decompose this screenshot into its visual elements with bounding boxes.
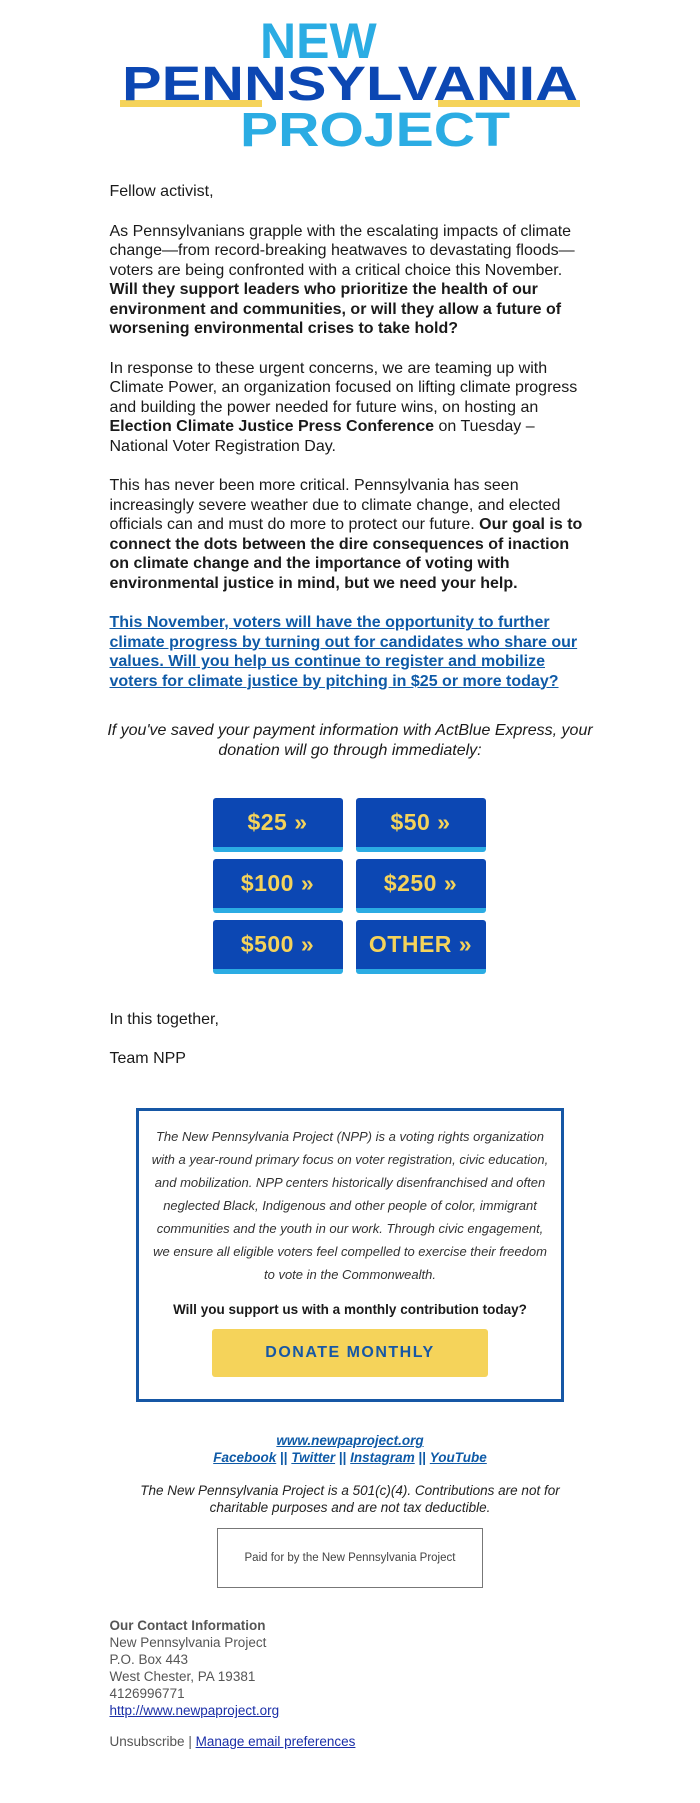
donate-500-button[interactable]: $500 » [213,920,343,974]
contact-info [110,1617,591,1750]
logo-line-project: PROJECT [240,104,510,154]
p1-bold: Will they support leaders who prioritize the health of our environment and communities, or will they allow a future of worsening environmental crises to take hold? [109,281,562,337]
website-link[interactable]: www.newpaproject.org [276,1433,424,1448]
donate-25-button[interactable]: $25 » [213,798,343,852]
donate-50-button[interactable]: $50 » [356,798,486,852]
donate-monthly-button[interactable]: DONATE MONTHLY [212,1329,488,1377]
separator: || [280,1450,288,1465]
instagram-link[interactable]: Instagram [350,1450,415,1465]
unsubscribe-text[interactable]: Unsubscribe [109,1734,185,1749]
manage-preferences-link[interactable]: Manage email preferences [195,1734,356,1749]
donate-100-button[interactable]: $100 » [213,859,343,913]
contact-title: Our Contact Information [109,1618,266,1633]
paragraph-1 [110,222,591,339]
legal-disclaimer: The New Pennsylvania Project is a 501(c)(4). Contributions are not for charitable purposes and are not tax deductible. [140,1483,560,1515]
email-body [110,182,591,691]
greeting: Fellow activist, [109,183,214,200]
donate-other-button[interactable]: OTHER » [356,920,486,974]
facebook-link[interactable]: Facebook [213,1450,277,1465]
actblue-express-note: If you've saved your payment information with ActBlue Express, your donation will go through immediately: [107,722,593,759]
p2-text: In response to these urgent concerns, we are teaming up with Climate Power, an organization focused on lifting climate progress and building the power needed for future wins, on hosting an [109,359,578,416]
contact-city: West Chester, PA 19381 [109,1669,256,1684]
p3-bold: Our goal is to connect the dots between the dire consequences of inaction on climate change and the importance of voting with environmental justice in mind, but we need your help. [109,516,583,592]
contact-po-box: P.O. Box 443 [109,1652,189,1667]
signoff [110,1010,591,1068]
youtube-link[interactable]: YouTube [429,1450,487,1465]
donate-250-button[interactable]: $250 » [356,859,486,913]
separator: || [338,1450,347,1465]
paragraph-3 [110,476,591,593]
contact-url-link[interactable]: http://www.newpaproject.org [109,1703,280,1718]
twitter-link[interactable]: Twitter [291,1450,336,1465]
email-page [0,14,700,1750]
signoff-line-1: In this together, [109,1011,219,1028]
separator: || [418,1450,427,1465]
unsubscribe-divider: | [188,1734,192,1749]
about-box [136,1108,564,1402]
logo-line-pennsylvania: PENNSYLVANIA [122,58,578,111]
appeal-link[interactable]: This November, voters will have the opportunity to further climate progress by turning out for candidates who share our values. Will you help us continue to register and mobilize voters for climate justice by pitching in $25 or more today? [109,614,578,690]
logo-line-new: NEW [260,14,377,69]
contact-phone: 4126996771 [109,1686,185,1701]
paragraph-2 [110,359,591,457]
signoff-line-2: Team NPP [109,1049,186,1067]
footer-links [0,1432,700,1466]
p2-end: on Tuesday – National Voter Registration Day. [109,418,535,455]
monthly-ask: Will you support us with a monthly contribution today? [173,1302,527,1317]
donation-button-grid [213,798,488,974]
npp-logo [120,14,580,154]
about-text: The New Pennsylvania Project (NPP) is a voting rights organization with a year-round primary focus on voter registration, civic education, and mobilization. NPP centers historically disenfranchised and often neglected Black, Indigenous and other people of color, immigrant communities and the youth in our work. Through civic engagement, we ensure all eligible voters feel compelled to exercise their freedom to vote in the Commonwealth. [151,1129,549,1282]
p1-text: As Pennsylvanians grapple with the escalating impacts of climate change—from record-breaking heatwaves to devastating floods—voters are being confronted with a critical choice this November. [109,222,575,279]
unsubscribe-row [110,1733,591,1750]
p2-bold: Election Climate Justice Press Conference [109,418,435,435]
appeal-paragraph [110,613,591,691]
contact-org: New Pennsylvania Project [109,1635,267,1650]
paid-for-box: Paid for by the New Pennsylvania Project [217,1528,483,1588]
p3-text: This has never been more critical. Pennsylvania has seen increasingly severe weather due to climate change, and elected officials can and must do more to protect our future. [109,477,561,533]
